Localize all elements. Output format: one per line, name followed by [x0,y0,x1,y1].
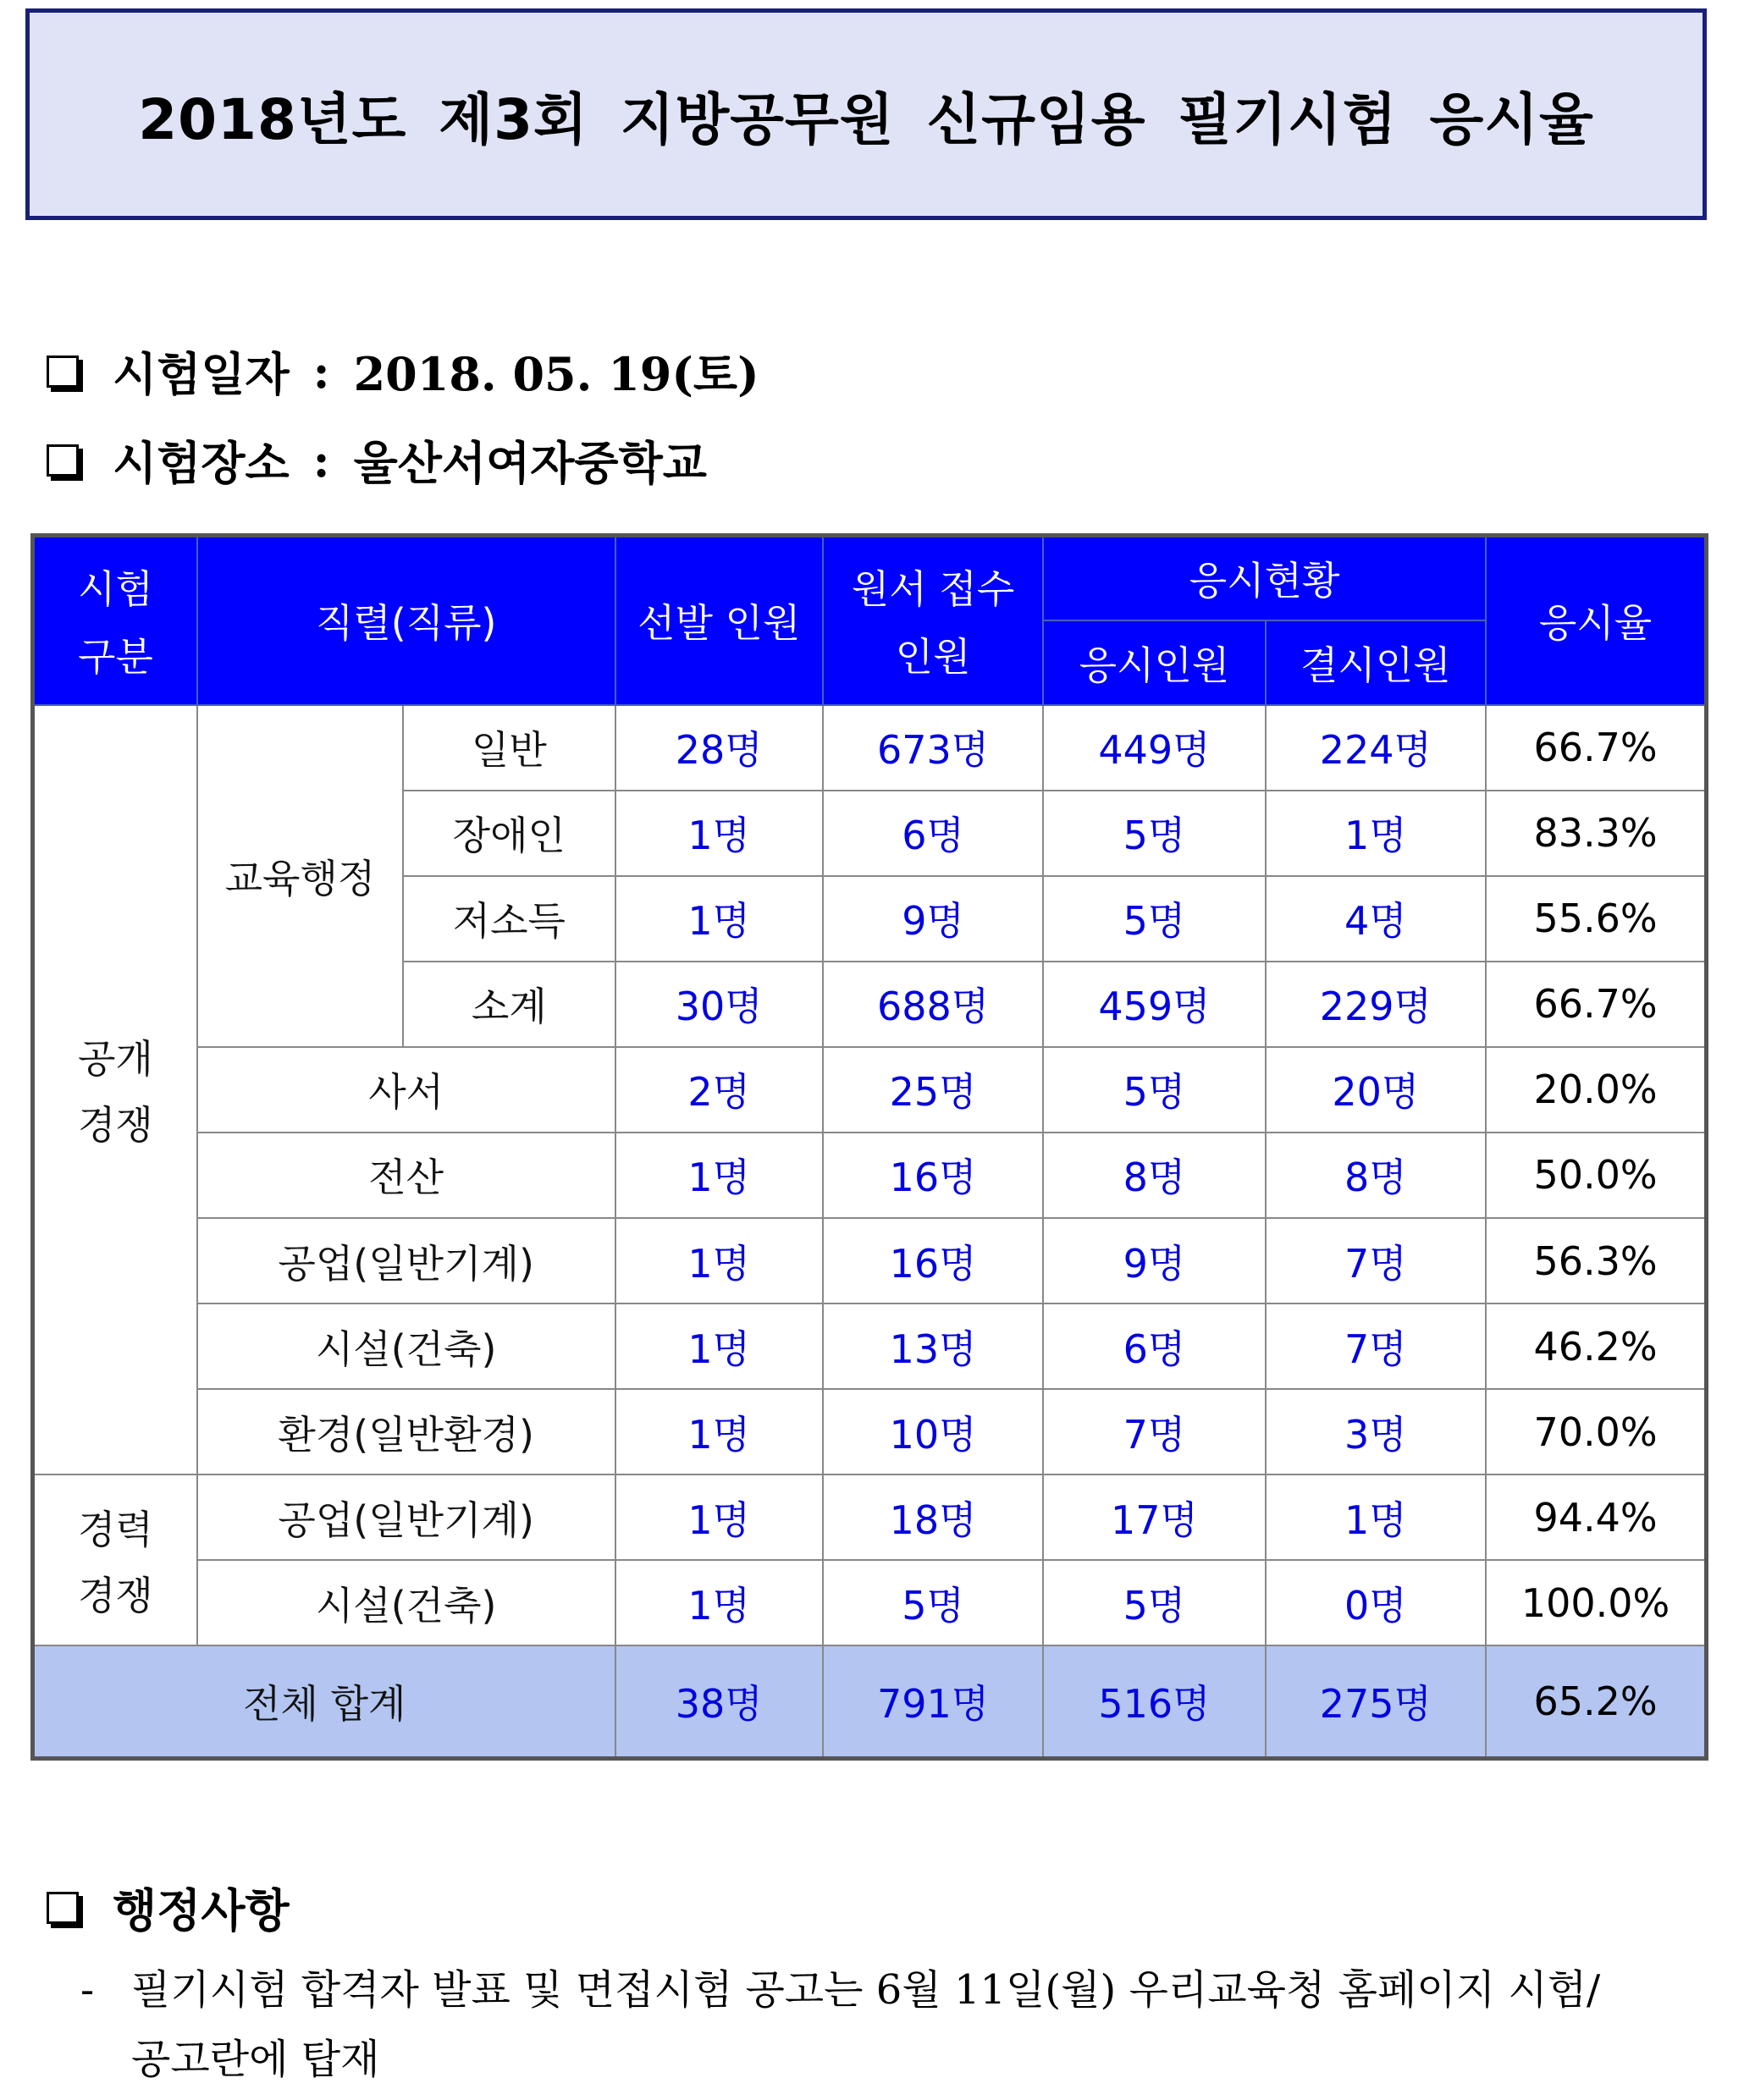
notes-heading: 행정사항 [113,1883,290,1937]
table-row: 저소득 1명 9명 5명 4명 55.6% [33,876,1707,962]
header-category: 시험 구분 [33,536,197,705]
header-absent: 결시인원 [1266,620,1486,705]
checkbox-icon [47,444,79,477]
exam-place-line [47,427,707,493]
table-row-subtotal: 소계 30명 688명 459명 229명 66.7% [33,962,1707,1047]
title-banner [25,8,1707,220]
checkbox-icon [47,356,79,388]
table-row: 공개 경쟁 교육행정 일반 28명 673명 449명 224명 66.7% [33,705,1707,791]
group-edu-admin: 교육행정 [197,705,403,1047]
separator: : [312,433,330,488]
header-rate: 응시율 [1486,536,1706,705]
table-row: 전산 1명 16명 8명 8명 50.0% [33,1133,1707,1218]
page-title: 2018년도 제3회 지방공무원 신규임용 필기시험 응시율 [138,86,1594,152]
table-row: 환경(일반환경) 1명 10명 7명 3명 70.0% [33,1389,1707,1474]
header-job: 직렬(직류) [197,536,615,705]
header-selected: 선발 인원 [615,536,823,705]
notes-body [80,1955,1714,2094]
exam-place-label: 시험장소 [113,436,290,490]
header-applied: 원서 접수 인원 [823,536,1043,705]
table-row: 시설(건축) 1명 5명 5명 0명 100.0% [33,1560,1707,1645]
notes-text-2: 공고란에 탑재 [131,2036,380,2083]
exam-date-line [47,339,759,404]
separator: : [312,344,330,399]
notes-dash: - [80,1966,95,2014]
table-row: 장애인 1명 6명 5명 1명 83.3% [33,791,1707,876]
table-row: 경력 경쟁 공업(일반기계) 1명 18명 17명 1명 94.4% [33,1474,1707,1560]
group-career: 경력 경쟁 [33,1474,197,1645]
exam-date-label: 시험일자 [113,347,290,401]
table-row: 사서 2명 25명 5명 20명 20.0% [33,1047,1707,1133]
table-row-total: 전체 합계 38명 791명 516명 275명 65.2% [33,1645,1707,1758]
notes-line-1 [80,1955,1714,2025]
attendance-table [30,533,1708,1761]
exam-place-value: 울산서여자중학교 [353,436,707,490]
notes-heading-line [47,1875,290,1940]
header-attended: 응시인원 [1043,620,1265,705]
checkbox-icon [47,1892,79,1924]
group-open: 공개 경쟁 [33,705,197,1475]
notes-text-1: 필기시험 합격자 발표 및 면접시험 공고는 6월 11일(월) 우리교육청 홈페이지 시험/ [131,1966,1601,2014]
header-status: 응시현황 [1043,536,1486,620]
table-row: 시설(건축) 1명 13명 6명 7명 46.2% [33,1304,1707,1389]
table-row: 공업(일반기계) 1명 16명 9명 7명 56.3% [33,1218,1707,1304]
exam-date-value: 2018. 05. 19(토) [353,347,759,401]
